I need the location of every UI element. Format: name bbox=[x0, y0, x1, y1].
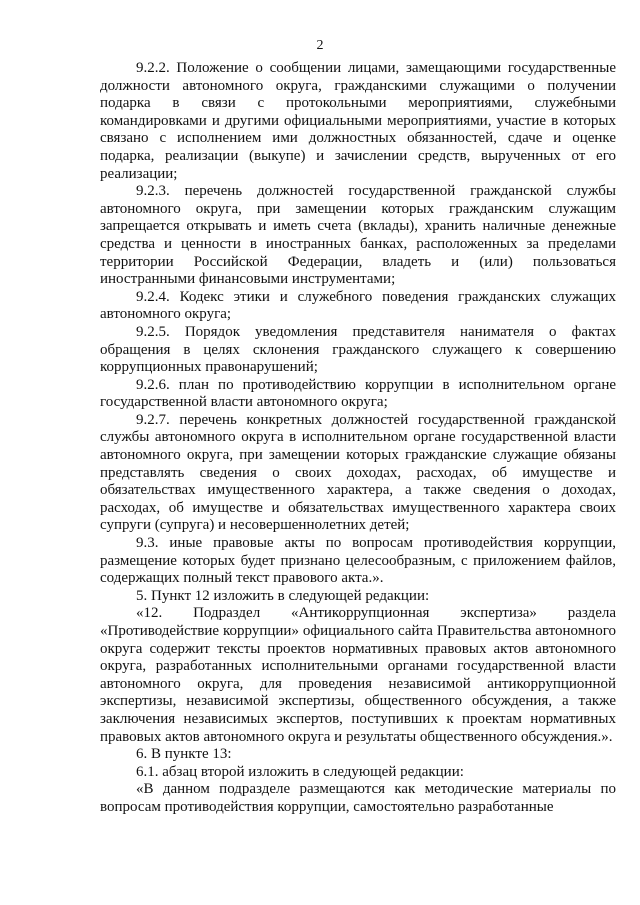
paragraph-9-3: 9.3. иные правовые акты по вопросам противодействия коррупции, размещение которых будет признано целесообразным, с приложением файлов, содержащих полный текст правового акта.». bbox=[100, 535, 616, 587]
page-number: 2 bbox=[316, 38, 324, 53]
paragraph-item-6-1: 6.1. абзац второй изложить в следующей редакции: bbox=[136, 763, 464, 780]
paragraph-9-2-4: 9.2.4. Кодекс этики и служебного поведения гражданских служащих автономного округа; bbox=[100, 288, 616, 323]
paragraph-9-2-2: 9.2.2. Положение о сообщении лицами, замещающими государственные должности автономного округа, гражданскими служащими о получении подарка в связи с протокольными мероприятиями, служебными командировками и другими официальными мероприятиями, участие в которых связано с исполнением ими должностных обязанностей, сдаче и оценке подарка, реализации (выкупе) и зачислении средств, вырученных от его реализации; bbox=[100, 60, 616, 182]
paragraph-9-2-3: 9.2.3. перечень должностей государственной гражданской службы автономного округа, при замещении которых гражданским служащим запрещается открывать и иметь счета (вклады), хранить наличные денежные средства и ценности в иностранных банках, расположенных за пределами территории Российской Федерации, владеть и (или) пользоваться иностранными финансовыми инструментами; bbox=[100, 183, 616, 288]
paragraph-9-2-7: 9.2.7. перечень конкретных должностей государственной гражданской службы автономного округа в исполнительном органе государственной власти автономного округа, при замещении которых гражданские служащие обязаны представлять сведения о своих доходах, расходах, об имуществе и обязательствах имущественного характера, а также сведения о доходах, расходах, об имуществе и обязательствах имущественного характера своих супруги (супруга) и несовершеннолетних детей; bbox=[100, 411, 616, 534]
paragraph-quote-continued: «В данном подразделе размещаются как методические материалы по вопросам противодействия коррупции, самостоятельно разработанные bbox=[100, 781, 616, 815]
paragraph-item-5: 5. Пункт 12 изложить в следующей редакции: bbox=[136, 587, 430, 604]
paragraph-item-12-quote: «12. Подраздел «Антикоррупционная экспертиза» раздела «Противодействие коррупции» официального сайта Правительства автономного округа содержит тексты проектов нормативных правовых актов автономного округа, разработанных исполнительными органами государственной власти автономного округа, для проведения независимой антикоррупционной экспертизы, независимой экспертизы, общественного обсуждения, а также заключения независимых экспертов, поступивших к проектам нормативных правовых актов автономного округа и результаты общественного обсуждения.». bbox=[100, 605, 616, 745]
document-body bbox=[100, 60, 616, 817]
paragraph-9-2-5: 9.2.5. Порядок уведомления представителя нанимателя о фактах обращения в целях склонения гражданского служащего к совершению коррупционных правонарушений; bbox=[100, 323, 616, 376]
paragraph-9-2-6: 9.2.6. план по противодействию коррупции в исполнительном органе государственной власти автономного округа; bbox=[100, 376, 616, 411]
paragraph-item-6: 6. В пункте 13: bbox=[136, 746, 232, 763]
